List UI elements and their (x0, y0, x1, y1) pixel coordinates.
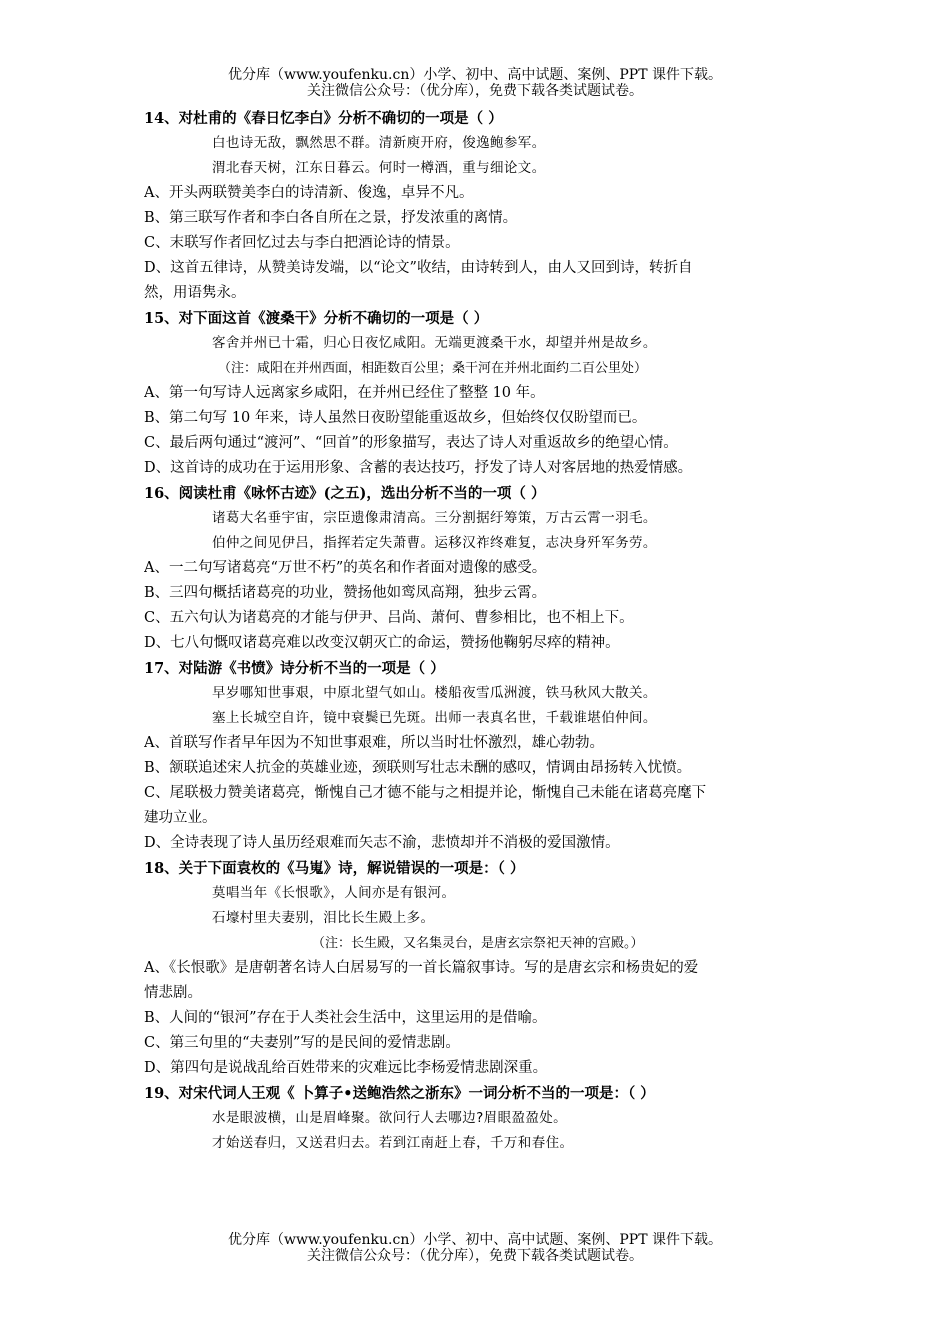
question-title: 18、关于下面袁枚的《马嵬》诗，解说错误的一项是：（ ） (144, 860, 525, 877)
question-18 (144, 856, 808, 1081)
option-c: C、末联写作者回忆过去与李白把酒论诗的情景。 (144, 235, 460, 251)
question-15 (144, 306, 808, 481)
option-a: A、一二句写诸葛亮“万世不朽”的英名和作者面对遗像的感受。 (144, 560, 547, 576)
poem-line: 客舍并州已十霜，归心日夜忆咸阳。无端更渡桑干水，却望并州是故乡。 (212, 335, 657, 351)
poem-line: 才始送春归，又送君归去。若到江南赶上春，千万和春住。 (212, 1135, 574, 1151)
question-17 (144, 656, 808, 856)
poem-line: 渭北春天树，江东日暮云。何时一樽酒，重与细论文。 (212, 160, 546, 176)
footer-line-1: 优分库（www.youfenku.cn）小学、初中、高中试题、案例、PPT 课件下载。 (227, 1232, 722, 1248)
option-c: C、五六句认为诸葛亮的才能与伊尹、吕尚、萧何、曹参相比，也不相上下。 (144, 610, 634, 626)
question-title: 16、阅读杜甫《咏怀古迹》(之五)，选出分析不当的一项（ ） (144, 485, 546, 502)
question-19 (144, 1081, 808, 1156)
option-b: B、第三联写作者和李白各自所在之景，抒发浓重的离情。 (144, 210, 518, 226)
poem-line: 白也诗无敌，飘然思不群。清新庾开府，俊逸鲍参军。 (212, 135, 546, 151)
poem-note: （注：咸阳在并州西面，相距数百公里；桑干河在并州北面约二百公里处） (218, 361, 648, 376)
page-footer (0, 1232, 950, 1264)
option-b: B、颔联追述宋人抗金的英雄业迹，颈联则写壮志未酬的感叹，情调由昂扬转入忧愤。 (144, 760, 692, 776)
document-body (144, 106, 808, 1156)
option-a: A、首联写作者早年因为不知世事艰难，所以当时壮怀激烈，雄心勃勃。 (144, 735, 604, 751)
question-title: 17、对陆游《书愤》诗分析不当的一项是（ ） (144, 660, 445, 677)
option-c: C、尾联极力赞美诸葛亮，惭愧自己才德不能与之相提并论，惭愧自己未能在诸葛亮麾下 (144, 785, 707, 801)
option-a: A、开头两联赞美李白的诗清新、俊逸，卓异不凡。 (144, 185, 474, 201)
option-d: D、这首五律诗，从赞美诗发端，以“论文”收结，由诗转到人，由人又回到诗，转折自 (144, 260, 693, 276)
option-a: A、第一句写诗人远离家乡咸阳，在并州已经住了整整 10 年。 (144, 385, 545, 401)
poem-line: 莫唱当年《长恨歌》，人间亦是有银河。 (212, 885, 456, 901)
option-b: B、三四句概括诸葛亮的功业，赞扬他如鸾凤高翔，独步云霄。 (144, 585, 547, 601)
option-d: D、第四句是说战乱给百姓带来的灾难远比李杨爱情悲剧深重。 (144, 1060, 548, 1076)
option-d: D、这首诗的成功在于运用形象、含蓄的表达技巧，抒发了诗人对客居地的热爱情感。 (144, 460, 693, 476)
option-c-continued: 建功立业。 (144, 810, 217, 826)
question-title: 15、对下面这首《渡桑干》分析不确切的一项是（ ） (144, 310, 489, 327)
poem-line: 诸葛大名垂宇宙，宗臣遗像肃清高。三分割据纡筹策，万古云霄一羽毛。 (212, 510, 657, 526)
poem-note: （注：长生殿，又名集灵台，是唐玄宗祭祀天神的宫殿。） (312, 936, 644, 951)
question-16 (144, 481, 808, 656)
header-line-2: 关注微信公众号：（优分库），免费下载各类试题试卷。 (307, 83, 643, 99)
page-header (0, 67, 950, 99)
question-title: 19、对宋代词人王观《 卜算子•送鲍浩然之浙东》一词分析不当的一项是：（ ） (144, 1085, 655, 1102)
question-title: 14、对杜甫的《春日忆李白》分析不确切的一项是（ ） (144, 110, 503, 127)
poem-line: 水是眼波横，山是眉峰聚。欲问行人去哪边?眉眼盈盈处。 (212, 1110, 568, 1126)
option-d-continued: 然，用语隽永。 (144, 285, 246, 301)
option-b: B、第二句写 10 年来，诗人虽然日夜盼望能重返故乡，但始终仅仅盼望而已。 (144, 410, 647, 426)
option-a-continued: 情悲剧。 (144, 985, 202, 1001)
option-c: C、第三句里的“夫妻别”写的是民间的爱情悲剧。 (144, 1035, 460, 1051)
option-d: D、七八句慨叹诸葛亮难以改变汉朝灭亡的命运，赞扬他鞠躬尽瘁的精神。 (144, 635, 620, 651)
header-line-1: 优分库（www.youfenku.cn）小学、初中、高中试题、案例、PPT 课件下载。 (227, 67, 722, 83)
option-d: D、全诗表现了诗人虽历经艰难而矢志不渝，悲愤却并不消极的爱国激情。 (144, 835, 620, 851)
poem-line: 塞上长城空自许，镜中衰鬓已先斑。出师一表真名世，千载谁堪伯仲间。 (212, 710, 657, 726)
poem-line: 石壕村里夫妻别，泪比长生殿上多。 (212, 910, 435, 926)
option-c: C、最后两句通过“渡河”、“回首”的形象描写，表达了诗人对重返故乡的绝望心情。 (144, 435, 678, 451)
option-a: A、《长恨歌》是唐朝著名诗人白居易写的一首长篇叙事诗。写的是唐玄宗和杨贵妃的爱 (144, 960, 699, 976)
question-14 (144, 106, 808, 306)
poem-line: 早岁哪知世事艰，中原北望气如山。楼船夜雪瓜洲渡，铁马秋风大散关。 (212, 685, 657, 701)
option-b: B、人间的“银河”存在于人类社会生活中，这里运用的是借喻。 (144, 1010, 547, 1026)
footer-line-2: 关注微信公众号：（优分库），免费下载各类试题试卷。 (307, 1248, 643, 1264)
poem-line: 伯仲之间见伊吕，指挥若定失萧曹。运移汉祚终难复，志决身歼军务劳。 (212, 535, 657, 551)
